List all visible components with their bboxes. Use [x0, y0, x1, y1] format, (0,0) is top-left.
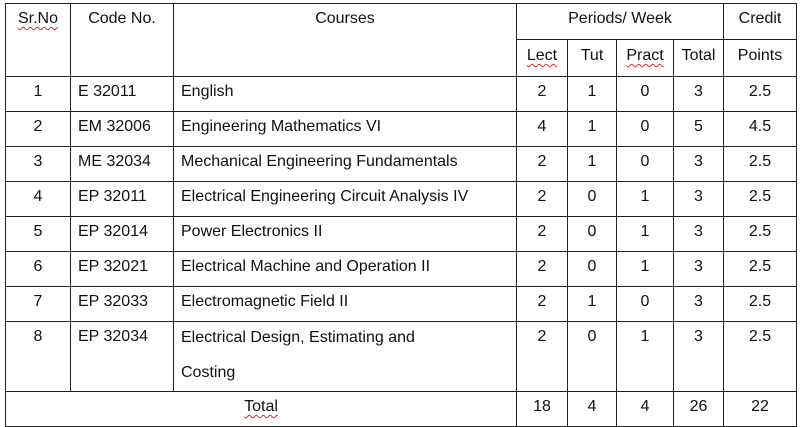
- pract-header: Pract: [617, 40, 674, 77]
- code-cell: EP 32033: [71, 287, 174, 322]
- tut-cell: 1: [568, 287, 617, 322]
- lect-cell: 2: [517, 287, 568, 322]
- course-cell: Electromagnetic Field II: [174, 287, 517, 322]
- totals-row: [6, 392, 797, 427]
- lect-cell: 2: [517, 217, 568, 252]
- code-no-header: Code No.: [71, 4, 174, 77]
- tut-cell: 0: [568, 322, 617, 392]
- lect-cell: 2: [517, 182, 568, 217]
- total-cell: 3: [674, 182, 724, 217]
- code-cell: EP 32034: [71, 322, 174, 392]
- pract-cell: 1: [617, 217, 674, 252]
- tut-cell: 0: [568, 182, 617, 217]
- course-cell: Electrical Engineering Circuit Analysis IV: [174, 182, 517, 217]
- pract-cell: 1: [617, 252, 674, 287]
- sr-cell: 4: [6, 182, 71, 217]
- sr-cell: 7: [6, 287, 71, 322]
- totals-tut: 4: [568, 392, 617, 427]
- course-cell: Engineering Mathematics VI: [174, 112, 517, 147]
- credit-cell: 2.5: [724, 252, 797, 287]
- course-cell: Electrical Machine and Operation II: [174, 252, 517, 287]
- sr-no-header: Sr.No: [6, 4, 71, 77]
- totals-label: Total: [6, 392, 517, 427]
- table-row: [6, 287, 797, 322]
- lect-header: Lect: [517, 40, 568, 77]
- tut-cell: 0: [568, 252, 617, 287]
- lect-cell: 2: [517, 252, 568, 287]
- pract-cell: 1: [617, 182, 674, 217]
- course-cell: English: [174, 77, 517, 112]
- totals-pract: 4: [617, 392, 674, 427]
- credit-cell: 2.5: [724, 147, 797, 182]
- tut-cell: 1: [568, 112, 617, 147]
- sr-cell: 1: [6, 77, 71, 112]
- table-row: [6, 147, 797, 182]
- totals-lect: 18: [517, 392, 568, 427]
- total-cell: 3: [674, 252, 724, 287]
- sr-cell: 3: [6, 147, 71, 182]
- course-table: [5, 3, 797, 427]
- tut-cell: 1: [568, 147, 617, 182]
- pract-cell: 0: [617, 112, 674, 147]
- course-cell: Mechanical Engineering Fundamentals: [174, 147, 517, 182]
- credit-header-bottom: Points: [724, 40, 797, 77]
- sr-cell: 8: [6, 322, 71, 392]
- pract-cell: 1: [617, 322, 674, 392]
- pract-cell: 0: [617, 287, 674, 322]
- course-cell: Power Electronics II: [174, 217, 517, 252]
- code-cell: EM 32006: [71, 112, 174, 147]
- total-cell: 3: [674, 322, 724, 392]
- credit-cell: 2.5: [724, 217, 797, 252]
- credit-header-top: Credit: [724, 4, 797, 40]
- courses-header: Courses: [174, 4, 517, 77]
- course-cell: [174, 322, 517, 392]
- total-cell: 5: [674, 112, 724, 147]
- tut-cell: 0: [568, 217, 617, 252]
- table-row: [6, 77, 797, 112]
- course-line-2: Costing: [181, 364, 236, 381]
- credit-cell: 2.5: [724, 77, 797, 112]
- lect-cell: 4: [517, 112, 568, 147]
- table-row: [6, 217, 797, 252]
- total-cell: 3: [674, 147, 724, 182]
- tut-cell: 1: [568, 77, 617, 112]
- course-line-1: Electrical Design, Estimating and: [181, 329, 415, 346]
- credit-cell: 2.5: [724, 287, 797, 322]
- code-cell: EP 32021: [71, 252, 174, 287]
- lect-cell: 2: [517, 147, 568, 182]
- tut-header: Tut: [568, 40, 617, 77]
- code-cell: EP 32011: [71, 182, 174, 217]
- total-cell: 3: [674, 77, 724, 112]
- sr-cell: 5: [6, 217, 71, 252]
- header-row-top: [6, 4, 797, 40]
- totals-total: 26: [674, 392, 724, 427]
- credit-cell: 2.5: [724, 182, 797, 217]
- totals-credit: 22: [724, 392, 797, 427]
- table-row: [6, 182, 797, 217]
- pract-cell: 0: [617, 77, 674, 112]
- sr-cell: 6: [6, 252, 71, 287]
- lect-cell: 2: [517, 77, 568, 112]
- table-row: [6, 322, 797, 392]
- code-cell: E 32011: [71, 77, 174, 112]
- code-cell: EP 32014: [71, 217, 174, 252]
- total-header: Total: [674, 40, 724, 77]
- pract-cell: 0: [617, 147, 674, 182]
- credit-cell: 2.5: [724, 322, 797, 392]
- total-cell: 3: [674, 217, 724, 252]
- total-cell: 3: [674, 287, 724, 322]
- code-cell: ME 32034: [71, 147, 174, 182]
- sr-cell: 2: [6, 112, 71, 147]
- table-row: [6, 252, 797, 287]
- periods-week-header: Periods/ Week: [517, 4, 724, 40]
- credit-cell: 4.5: [724, 112, 797, 147]
- table-row: [6, 112, 797, 147]
- lect-cell: 2: [517, 322, 568, 392]
